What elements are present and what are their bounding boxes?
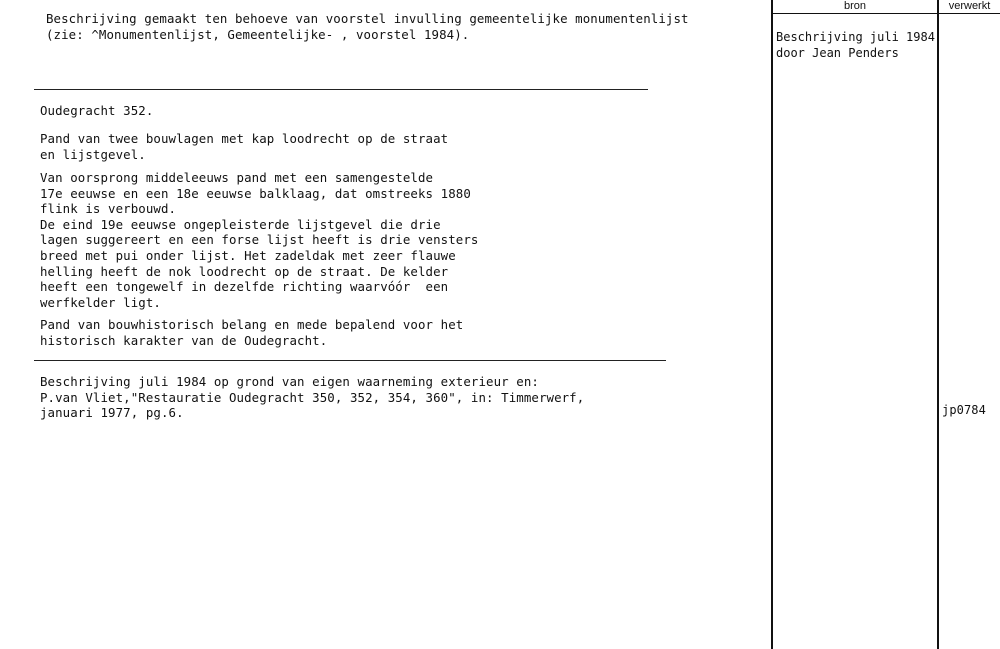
p3-line: Pand van bouwhistorisch belang en mede bepalend voor het	[40, 317, 464, 332]
p3-line: historisch karakter van de Oudegracht.	[40, 332, 328, 348]
p2-line: lagen suggereert en een forse lijst heeft is drie vensters	[40, 232, 479, 248]
source-line: januari 1977, pg.6.	[40, 405, 184, 421]
column-divider-right	[937, 0, 939, 649]
document-intro	[46, 11, 689, 42]
intro-line-1: Beschrijving gemaakt ten behoeve van voorstel invulling gemeentelijke monumentenlijst	[46, 11, 689, 26]
verwerkt-entry: jp0784	[942, 403, 986, 417]
bron-column-header: bron	[843, 0, 867, 12]
bron-entry	[776, 30, 935, 61]
p2-line: flink is verbouwd.	[40, 201, 177, 217]
source-note	[40, 374, 584, 421]
p2-line: Van oorsprong middeleeuws pand met een samengestelde	[40, 170, 434, 185]
address-heading: Oudegracht 352.	[40, 103, 154, 118]
intro-line-2: (zie: ^Monumentenlijst, Gemeentelijke- , voorstel 1984).	[46, 26, 470, 42]
column-divider-left	[771, 0, 773, 649]
bron-line: Beschrijving juli 1984	[776, 30, 935, 44]
p2-line: helling heeft de nok loodrecht op de straat. De kelder	[40, 263, 449, 279]
paragraph-1	[40, 131, 448, 162]
p2-line: De eind 19e eeuwse ongepleisterde lijstgevel die drie	[40, 216, 441, 232]
p2-line: breed met pui onder lijst. Het zadeldak met zeer flauwe	[40, 247, 456, 263]
bron-line: door Jean Penders	[776, 45, 899, 60]
divider-top	[34, 89, 648, 90]
p2-line: 17e eeuwse en een 18e eeuwse balklaag, dat omstreeks 1880	[40, 185, 471, 201]
divider-bottom	[34, 360, 666, 361]
p2-line: heeft een tongewelf in dezelfde richting waarvóór een	[40, 279, 449, 295]
verwerkt-column-header: verwerkt	[948, 0, 991, 12]
paragraph-3	[40, 317, 463, 348]
p2-line: werfkelder ligt.	[40, 294, 161, 310]
paragraph-2	[40, 170, 478, 310]
p1-line: en lijstgevel.	[40, 146, 146, 162]
source-line: P.van Vliet,"Restauratie Oudegracht 350, 352, 354, 360", in: Timmerwerf,	[40, 389, 585, 405]
source-line: Beschrijving juli 1984 op grond van eigen waarneming exterieur en:	[40, 374, 539, 389]
p1-line: Pand van twee bouwlagen met kap loodrecht op de straat	[40, 131, 449, 146]
